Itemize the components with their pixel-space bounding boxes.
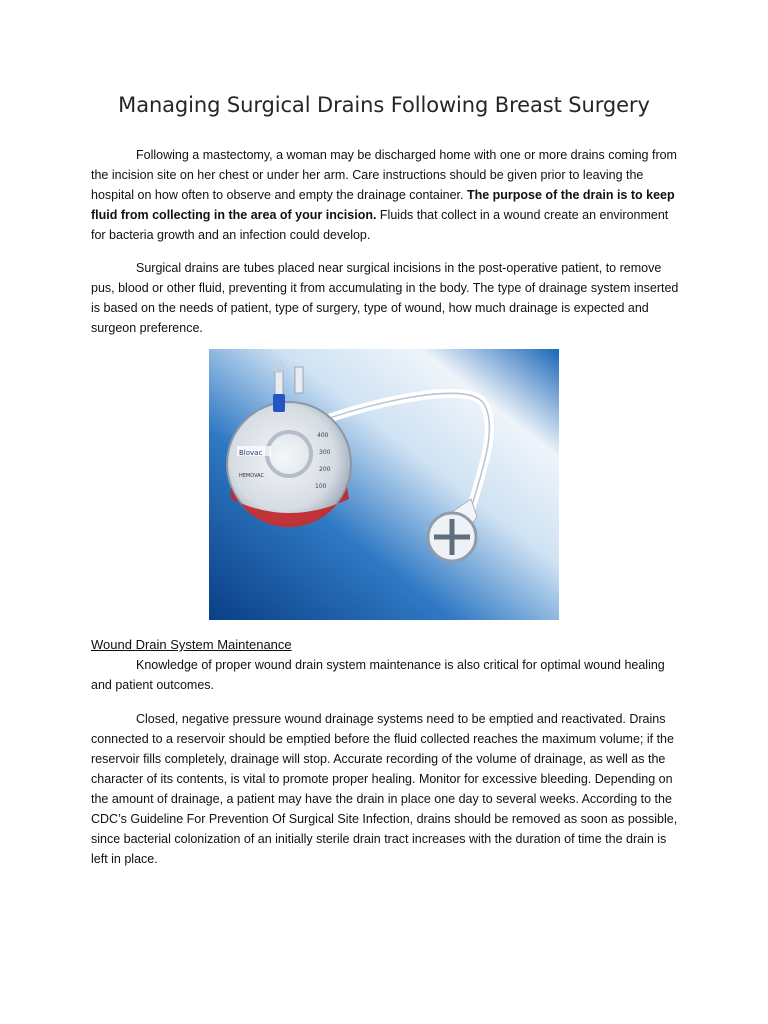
bulb-brand-label: Blovac — [239, 449, 263, 457]
intro-bold-text: The purpose of the drain is to keep fluid from collecting in the area of your incision. — [91, 188, 675, 222]
blue-connector — [273, 394, 285, 412]
bulb-model-label: HEMOVAC — [239, 473, 265, 479]
scale-mark: 400 — [317, 432, 329, 439]
scale-mark: 100 — [315, 483, 327, 490]
surgical-drain-image — [209, 349, 559, 620]
drains-paragraph: Surgical drains are tubes placed near surgical incisions in the post-operative patient, to remove pus, blood or other fluid, preventing it from accumulating in the body. The type of drainage system inserted is based on the needs of patient, type of surgery, type of wound, how much drainage is expected and surgeon preference. — [91, 261, 679, 335]
maintenance-paragraph-1: Knowledge of proper wound drain system maintenance is also critical for optimal wound healing and patient outcomes. — [91, 658, 665, 692]
maintenance-paragraph-2: Closed, negative pressure wound drainage systems need to be emptied and reactivated. Drains connected to a reservoir should be emptied before the fluid collected reaches the maximum volume; if the reservoir fills completely, drainage will stop. Accurate recording of the volume of drainage, as well as the character of its contents, is vital to promote proper healing. Monitor for excessive bleeding. Depending on the amount of drainage, a patient may have the drain in place one day to several weeks. According to the CDC’s Guideline For Prevention Of Surgical Site Infection, drains should be removed as soon as possible, since bacterial colonization of an initially sterile drain tract increases with the duration of time the drain is left in place. — [91, 712, 678, 866]
intro-text-after: Fluids that collect in a wound create an environment for bacteria growth and an infection could develop. — [91, 208, 669, 242]
drain-illustration — [209, 349, 559, 620]
intro-text: Following a mastectomy, a woman may be discharged home with one or more drains coming from the incision site on her chest or under her arm. Care instructions should be given prior to leaving the hospital on how often to observe and empty the drainage container. — [91, 148, 677, 202]
scale-mark: 300 — [319, 449, 331, 456]
page-title: Managing Surgical Drains Following Breast Surgery — [118, 93, 650, 117]
section-heading-maintenance: Wound Drain System Maintenance — [91, 637, 292, 652]
scale-mark: 200 — [319, 466, 331, 473]
intro-paragraph — [91, 145, 681, 245]
